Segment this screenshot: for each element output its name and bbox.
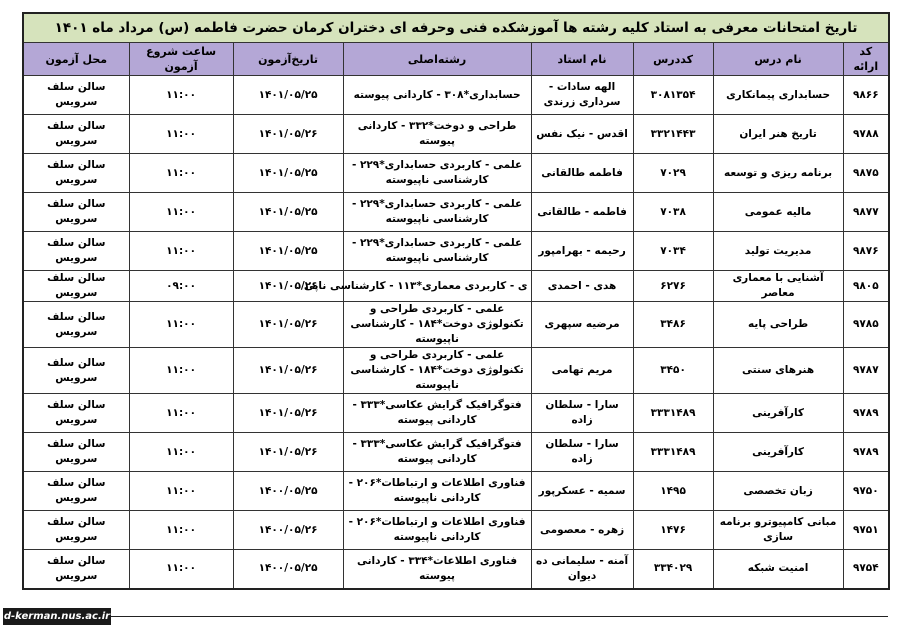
table-row: [23, 472, 889, 511]
cell-time: ۱۱:۰۰: [129, 302, 233, 348]
site-watermark: d-kerman.nus.ac.ir: [3, 608, 111, 625]
cell-course-code: ۳۳۴۰۲۹: [633, 550, 713, 589]
cell-location: سالن سلف سرویس: [23, 550, 129, 589]
cell-location: سالن سلف سرویس: [23, 76, 129, 115]
cell-course-code: ۱۴۹۵: [633, 472, 713, 511]
cell-location: سالن سلف سرویس: [23, 433, 129, 472]
cell-course: تاریخ هنر ایران: [713, 115, 843, 154]
cell-time: ۱۱:۰۰: [129, 550, 233, 589]
cell-course-code: ۷۰۳۴: [633, 232, 713, 271]
cell-date: ۱۴۰۱/۰۵/۲۶: [233, 348, 343, 394]
header-teacher: نام استاد: [531, 43, 633, 76]
cell-course-code: ۷۰۳۸: [633, 193, 713, 232]
cell-major: علمی - کاربردی حسابداری*۲۲۹ - کارشناسی ناپیوسته: [343, 193, 531, 232]
cell-time: ۰۹:۰۰: [129, 271, 233, 302]
cell-time: ۱۱:۰۰: [129, 232, 233, 271]
cell-time: ۱۱:۰۰: [129, 433, 233, 472]
cell-location: سالن سلف سرویس: [23, 271, 129, 302]
cell-location: سالن سلف سرویس: [23, 472, 129, 511]
cell-date: ۱۴۰۱/۰۵/۲۶: [233, 433, 343, 472]
cell-date: ۱۴۰۱/۰۵/۲۶: [233, 302, 343, 348]
table-row: [23, 550, 889, 589]
cell-code: ۹۷۸۷: [843, 348, 889, 394]
cell-course: مالیه عمومی: [713, 193, 843, 232]
cell-code: ۹۸۰۵: [843, 271, 889, 302]
cell-location: سالن سلف سرویس: [23, 154, 129, 193]
table-body: [23, 76, 889, 589]
table-row: [23, 154, 889, 193]
cell-course-code: ۳۴۵۰: [633, 348, 713, 394]
cell-location: سالن سلف سرویس: [23, 511, 129, 550]
cell-major: فتوگرافیک گرایش عکاسی*۳۳۳ - کاردانی پیوسته: [343, 433, 531, 472]
cell-major: علمی - کاربردی طراحی و تکنولوژی دوخت*۱۸۴ - کارشناسی ناپیوسته: [343, 302, 531, 348]
cell-date: ۱۴۰۰/۰۵/۲۵: [233, 472, 343, 511]
cell-location: سالن سلف سرویس: [23, 193, 129, 232]
cell-teacher: فاطمه - طالقانی: [531, 193, 633, 232]
cell-course: آشنایی با معماری معاصر: [713, 271, 843, 302]
cell-location: سالن سلف سرویس: [23, 394, 129, 433]
header-time: ساعت شروع آزمون: [129, 43, 233, 76]
cell-code: ۹۸۶۶: [843, 76, 889, 115]
cell-major: فناوری اطلاعات و ارتباطات*۲۰۶ - کاردانی ناپیوسته: [343, 472, 531, 511]
cell-teacher: سارا - سلطان زاده: [531, 433, 633, 472]
cell-code: ۹۷۸۹: [843, 433, 889, 472]
table-row: [23, 193, 889, 232]
cell-code: ۹۷۵۰: [843, 472, 889, 511]
cell-teacher: اقدس - نیک نفس: [531, 115, 633, 154]
cell-date: ۱۴۰۱/۰۵/۲۶: [233, 271, 343, 302]
cell-teacher: الهه سادات - سرداری زرندی: [531, 76, 633, 115]
cell-major: فتوگرافیک گرایش عکاسی*۳۳۳ - کاردانی پیوسته: [343, 394, 531, 433]
cell-course-code: ۳۳۳۱۴۸۹: [633, 433, 713, 472]
cell-code: ۹۸۷۷: [843, 193, 889, 232]
cell-location: سالن سلف سرویس: [23, 302, 129, 348]
cell-time: ۱۱:۰۰: [129, 193, 233, 232]
cell-location: سالن سلف سرویس: [23, 115, 129, 154]
table-row: [23, 433, 889, 472]
cell-course-code: ۳۴۸۶: [633, 302, 713, 348]
cell-date: ۱۴۰۱/۰۵/۲۶: [233, 394, 343, 433]
cell-date: ۱۴۰۱/۰۵/۲۵: [233, 76, 343, 115]
cell-time: ۱۱:۰۰: [129, 472, 233, 511]
cell-code: ۹۷۵۴: [843, 550, 889, 589]
cell-code: ۹۷۸۹: [843, 394, 889, 433]
cell-major: فناوری اطلاعات و ارتباطات*۲۰۶ - کاردانی ناپیوسته: [343, 511, 531, 550]
cell-major: حسابداری*۳۰۸ - کاردانی پیوسته: [343, 76, 531, 115]
cell-location: سالن سلف سرویس: [23, 348, 129, 394]
cell-course-code: ۳۰۸۱۳۵۴: [633, 76, 713, 115]
cell-major: طراحی و دوخت*۳۳۲ - کاردانی پیوسته: [343, 115, 531, 154]
cell-teacher: مرضیه سپهری: [531, 302, 633, 348]
exam-schedule-table: [22, 12, 890, 590]
cell-course: برنامه ریزی و توسعه: [713, 154, 843, 193]
cell-time: ۱۱:۰۰: [129, 115, 233, 154]
cell-code: ۹۸۷۵: [843, 154, 889, 193]
table-row: [23, 115, 889, 154]
cell-major: فناوری اطلاعات*۳۳۴ - کاردانی پیوسته: [343, 550, 531, 589]
cell-time: ۱۱:۰۰: [129, 511, 233, 550]
cell-date: ۱۴۰۰/۰۵/۲۵: [233, 550, 343, 589]
cell-major: علمی - کاربردی طراحی و تکنولوژی دوخت*۱۸۴ - کارشناسی ناپیوسته: [343, 348, 531, 394]
cell-teacher: رحیمه - بهرامپور: [531, 232, 633, 271]
cell-course: کارآفرینی: [713, 394, 843, 433]
cell-course: طراحی پایه: [713, 302, 843, 348]
cell-teacher: زهره - معصومی: [531, 511, 633, 550]
cell-major: ی - کاربردی معماری*۱۱۳ - کارشناسی ناپی: [343, 271, 531, 302]
cell-teacher: سارا - سلطان زاده: [531, 394, 633, 433]
footer-rule: [111, 616, 888, 617]
cell-course: مدیریت تولید: [713, 232, 843, 271]
cell-teacher: مریم تهامی: [531, 348, 633, 394]
table-row: [23, 271, 889, 302]
header-row: [23, 43, 889, 76]
cell-course-code: ۳۳۲۱۴۴۳: [633, 115, 713, 154]
cell-code: ۹۷۸۵: [843, 302, 889, 348]
cell-date: ۱۴۰۱/۰۵/۲۵: [233, 232, 343, 271]
cell-course: زبان تخصصی: [713, 472, 843, 511]
cell-code: ۹۸۷۶: [843, 232, 889, 271]
cell-teacher: سمیه - عسکرپور: [531, 472, 633, 511]
cell-major: علمی - کاربردی حسابداری*۲۲۹ - کارشناسی ناپیوسته: [343, 232, 531, 271]
table-title: تاریخ امتحانات معرفی به استاد کلیه رشته ها آموزشکده فنی وحرفه ای دختران کرمان حضرت فاطمه (س) مرداد ماه ۱۴۰۱: [23, 13, 889, 43]
cell-teacher: هدی - احمدی: [531, 271, 633, 302]
cell-code: ۹۷۸۸: [843, 115, 889, 154]
cell-course: کارآفرینی: [713, 433, 843, 472]
header-course: نام درس: [713, 43, 843, 76]
title-row: [23, 13, 889, 43]
cell-course-code: ۷۰۲۹: [633, 154, 713, 193]
table-row: [23, 76, 889, 115]
header-major: رشته‌اصلی: [343, 43, 531, 76]
header-code: کد ارائه: [843, 43, 889, 76]
cell-course-code: ۱۴۷۶: [633, 511, 713, 550]
table-row: [23, 302, 889, 348]
cell-course-code: ۶۲۷۶: [633, 271, 713, 302]
cell-major: علمی - کاربردی حسابداری*۲۲۹ - کارشناسی ناپیوسته: [343, 154, 531, 193]
cell-time: ۱۱:۰۰: [129, 394, 233, 433]
cell-date: ۱۴۰۱/۰۵/۲۶: [233, 115, 343, 154]
table-row: [23, 232, 889, 271]
cell-time: ۱۱:۰۰: [129, 76, 233, 115]
cell-course: مبانی کامپیوترو برنامه سازی: [713, 511, 843, 550]
cell-course: هنرهای سنتی: [713, 348, 843, 394]
cell-time: ۱۱:۰۰: [129, 348, 233, 394]
cell-location: سالن سلف سرویس: [23, 232, 129, 271]
cell-code: ۹۷۵۱: [843, 511, 889, 550]
header-location: محل آزمون: [23, 43, 129, 76]
table-row: [23, 511, 889, 550]
cell-date: ۱۴۰۰/۰۵/۲۶: [233, 511, 343, 550]
cell-course: حسابداری پیمانکاری: [713, 76, 843, 115]
cell-date: ۱۴۰۱/۰۵/۲۵: [233, 193, 343, 232]
table-row: [23, 348, 889, 394]
header-course-code: کددرس: [633, 43, 713, 76]
header-date: تاریخ‌آزمون: [233, 43, 343, 76]
cell-teacher: آمنه - سلیمانی ده دیوان: [531, 550, 633, 589]
cell-date: ۱۴۰۱/۰۵/۲۵: [233, 154, 343, 193]
cell-course: امنیت شبکه: [713, 550, 843, 589]
table-row: [23, 394, 889, 433]
cell-course-code: ۳۳۳۱۴۸۹: [633, 394, 713, 433]
cell-time: ۱۱:۰۰: [129, 154, 233, 193]
cell-teacher: فاطمه طالقانی: [531, 154, 633, 193]
